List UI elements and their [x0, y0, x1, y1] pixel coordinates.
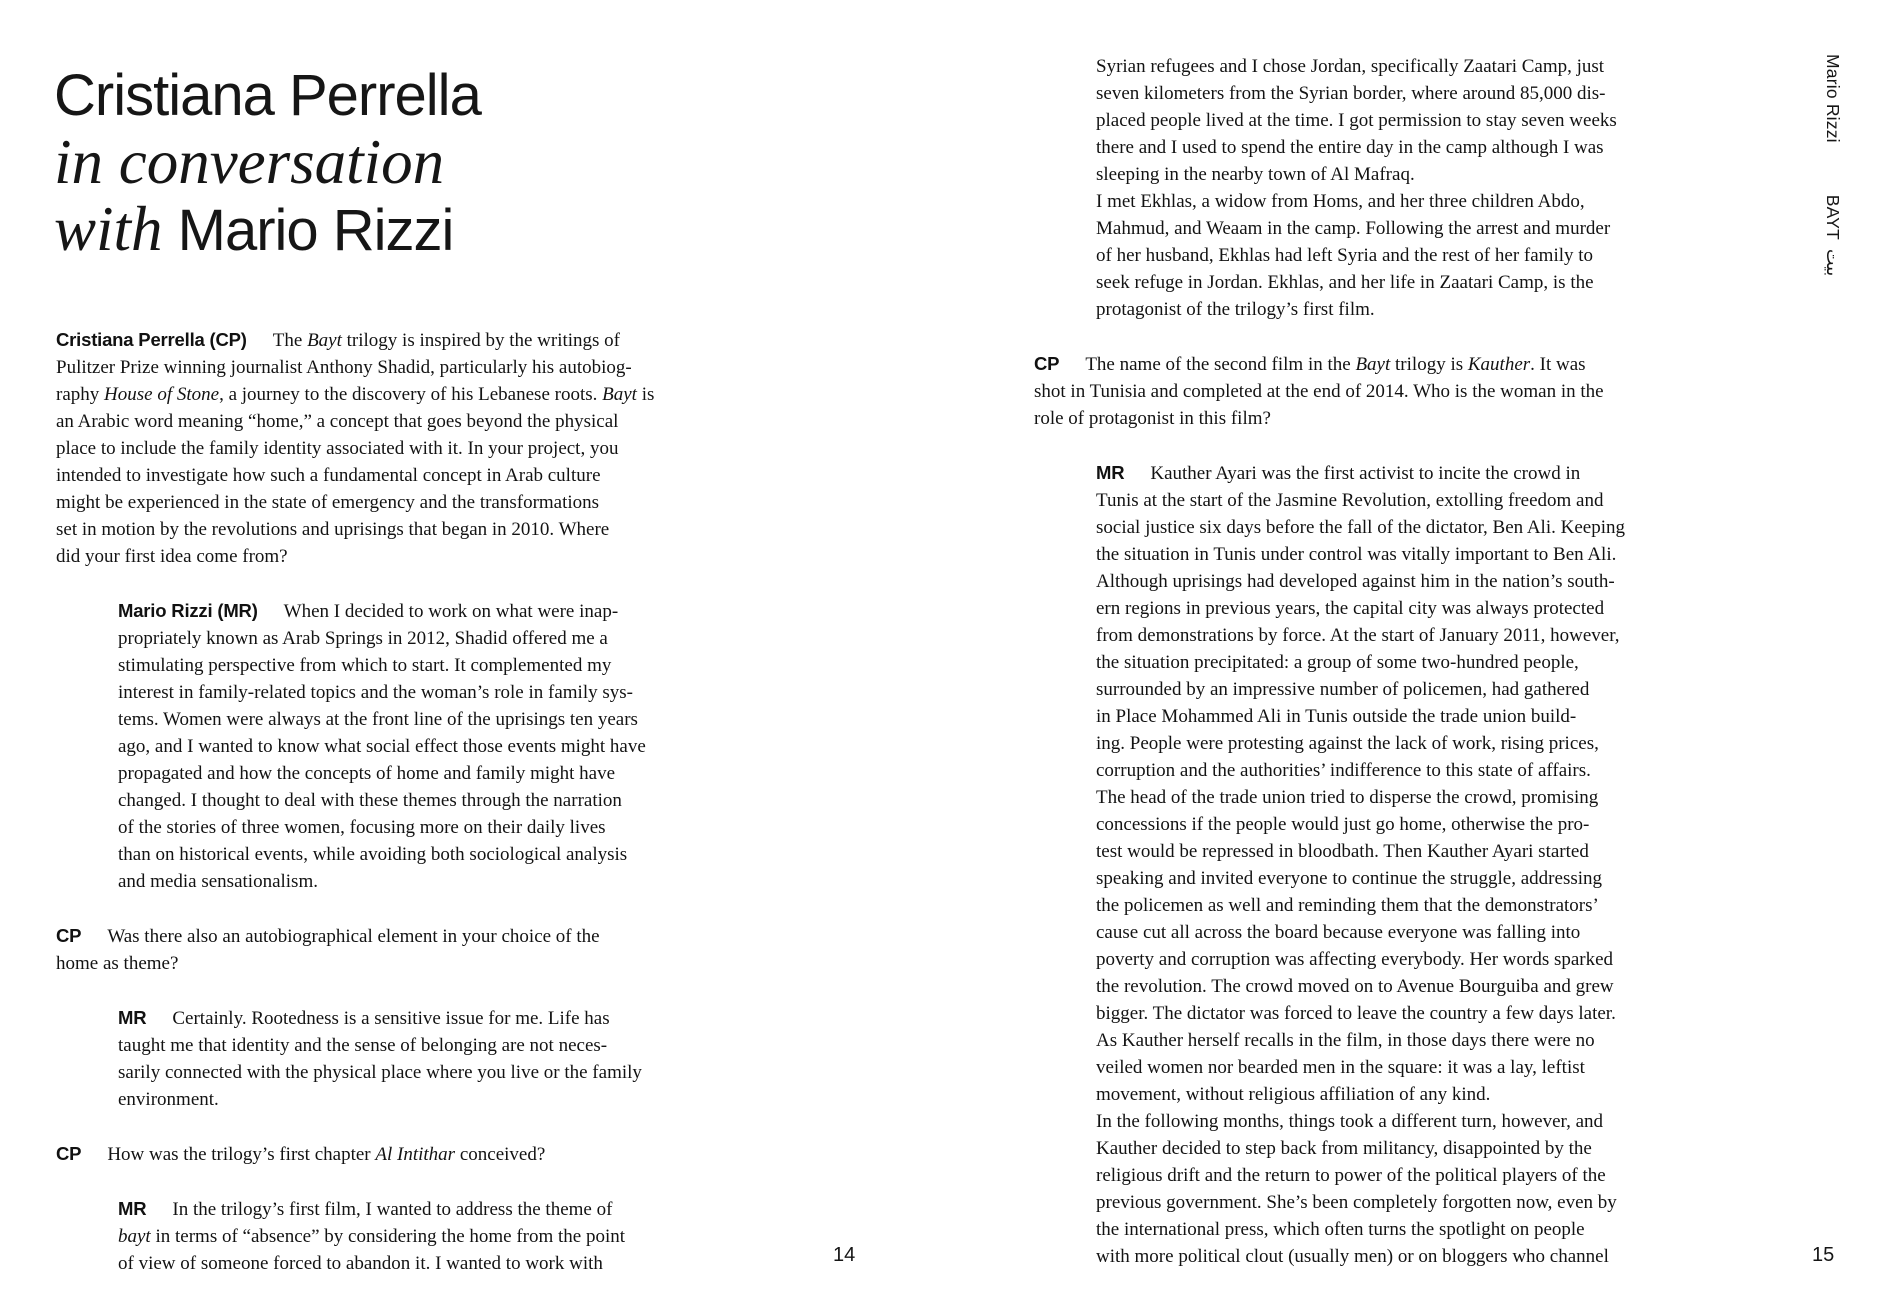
interview-paragraph: [56, 1140, 780, 1168]
paragraph-text: The Bayt trilogy is inspired by the writings of Pulitzer Prize winning journalist Anthony Shadid, particularly his autobiog- raphy House of Stone, a journey to the discovery of his Lebanese roots. Bayt is an Arabic word meaning “home,” a concept that goes beyond the physical place to include the family identity associated with it. In your project, you intended to investigate how such a fundamental concept in Arab culture might be experienced in the state of emergency and the transformations set in motion by the revolutions and uprisings that began in 2010. Where did your first idea come from?: [56, 330, 655, 567]
title-line-3-sans: Mario Rizzi: [162, 198, 454, 263]
paragraph-text: How was the trilogy’s first chapter Al Intithar conceived?: [107, 1144, 546, 1165]
paragraph-text: Syrian refugees and I chose Jordan, specifically Zaatari Camp, just seven kilometers from the Syrian border, where around 85,000 dis- placed people lived at the time. I got permission to stay seven weeks there and I used to spend the entire day in the camp although I was sleeping in the nearby town of Al Mafraq. I met Ekhlas, a widow from Homs, and her three children Abdo, Mahmud, and Weaam in the camp. Following the arrest and murder of her husband, Ekhlas had left Syria and the rest of her family to seek refuge in Jordan. Ekhlas, and her life in Zaatari Camp, is the protagonist of the trilogy’s first film.: [1096, 56, 1617, 320]
interview-paragraph: [1096, 459, 1758, 1270]
interview-paragraph: [118, 597, 780, 895]
speaker-label-mr: MR: [118, 1007, 147, 1028]
paragraph-text: Kauther Ayari was the first activist to incite the crowd in Tunis at the start of the Jasmine Revolution, extolling freedom and social justice six days before the fall of the dictator, Ben Ali. Keeping the situation in Tunis under control was vitally important to Ben Ali. Although uprisings had developed against him in the nation’s south- ern regions in previous years, the capital city was always protected from demonstrations by force. At the start of January 2011, however, the situation precipitated: a group of some two-hundred people, surrounded by an impressive number of policemen, had gathered in Place Mohammed Ali in Tunis outside the trade union build- ing. People were protesting against the lack of work, rising prices, corruption and the authorities’ indifference to this state of affairs. The head of the trade union tried to disperse the crowd, promising concessions if the people would just go home, otherwise the pro- test would be repressed in bloodbath. Then Kauther Ayari started speaking and invited everyone to continue the struggle, addressing the policemen as well and reminding them that the demonstrators’ cause cut all across the board because everyone was falling into poverty and corruption was affecting everybody. Her words sparked the revolution. The crowd moved on to Avenue Bourguiba and grew bigger. The dictator was forced to leave the country a few days later. As Kauther herself recalls in the film, in those days there were no veiled women nor bearded men in the square: it was a lay, leftist movement, without religious affiliation of any kind. In the following months, things took a different turn, however, and Kauther decided to step back from militancy, disappointed by the religious drift and the return to power of the political players of the previous government. She’s been completely forgotten now, even by the international press, which often turns the spotlight on people with more political clout (usually men) or on bloggers who channel: [1096, 463, 1625, 1267]
rotated-sidebar: [1822, 54, 1843, 276]
interview-paragraph: [118, 1195, 780, 1277]
interview-title: [54, 62, 481, 264]
title-line-1: Cristiana Perrella: [54, 63, 481, 128]
speaker-label-mr: MR: [1096, 462, 1125, 483]
paragraph-text: In the trilogy’s first film, I wanted to address the theme of bayt in terms of “absence” by considering the home from the point of view of someone forced to abandon it. I wanted to work with: [118, 1199, 626, 1274]
right-page-text-column: [1034, 53, 1758, 1270]
interview-paragraph: [56, 922, 780, 977]
speaker-label-cp: Cristiana Perrella (CP): [56, 329, 247, 350]
interview-paragraph: [118, 1004, 780, 1113]
sidebar-book-title-latin: BAYT: [1823, 194, 1843, 240]
sidebar-book-title-arabic: بيت: [1823, 248, 1843, 277]
page-number-right: 15: [1812, 1244, 1835, 1266]
interview-paragraph: [56, 326, 780, 570]
speaker-label-mr: Mario Rizzi (MR): [118, 600, 258, 621]
paragraph-text: Was there also an autobiographical element in your choice of the home as theme?: [56, 926, 600, 974]
sidebar-author: Mario Rizzi: [1823, 54, 1843, 143]
title-line-3: [54, 196, 481, 264]
paragraph-text: Certainly. Rootedness is a sensitive issue for me. Life has taught me that identity and the sense of belonging are not neces- sarily connected with the physical place where you live or the family environment.: [118, 1008, 642, 1110]
speaker-label-cp: CP: [56, 925, 82, 946]
speaker-label-mr: MR: [118, 1198, 147, 1219]
title-line-2: in conversation: [54, 127, 445, 197]
speaker-label-cp: CP: [1034, 353, 1060, 374]
interview-paragraph: [1034, 350, 1758, 432]
left-page-text-column: [56, 326, 780, 1277]
title-line-3-italic: with: [54, 194, 163, 264]
page-number-left: 14: [833, 1244, 856, 1266]
speaker-label-cp: CP: [56, 1143, 82, 1164]
interview-paragraph-continuation: [1096, 53, 1758, 323]
paragraph-text: The name of the second film in the Bayt trilogy is Kauther. It was shot in Tunisia and completed at the end of 2014. Who is the woman in the role of protagonist in this film?: [1034, 354, 1604, 429]
paragraph-text: When I decided to work on what were inap- propriately known as Arab Springs in 2012, Shadid offered me a stimulating perspective from which to start. It complemented my interest in family-related topics and the woman’s role in family sys- tems. Women were always at the front line of the uprisings ten years ago, and I wanted to know what social effect those events might have propagated and how the concepts of home and family might have changed. I thought to deal with these themes through the narration of the stories of three women, focusing more on their daily lives than on historical events, while avoiding both sociological analysis and media sensationalism.: [118, 601, 646, 892]
